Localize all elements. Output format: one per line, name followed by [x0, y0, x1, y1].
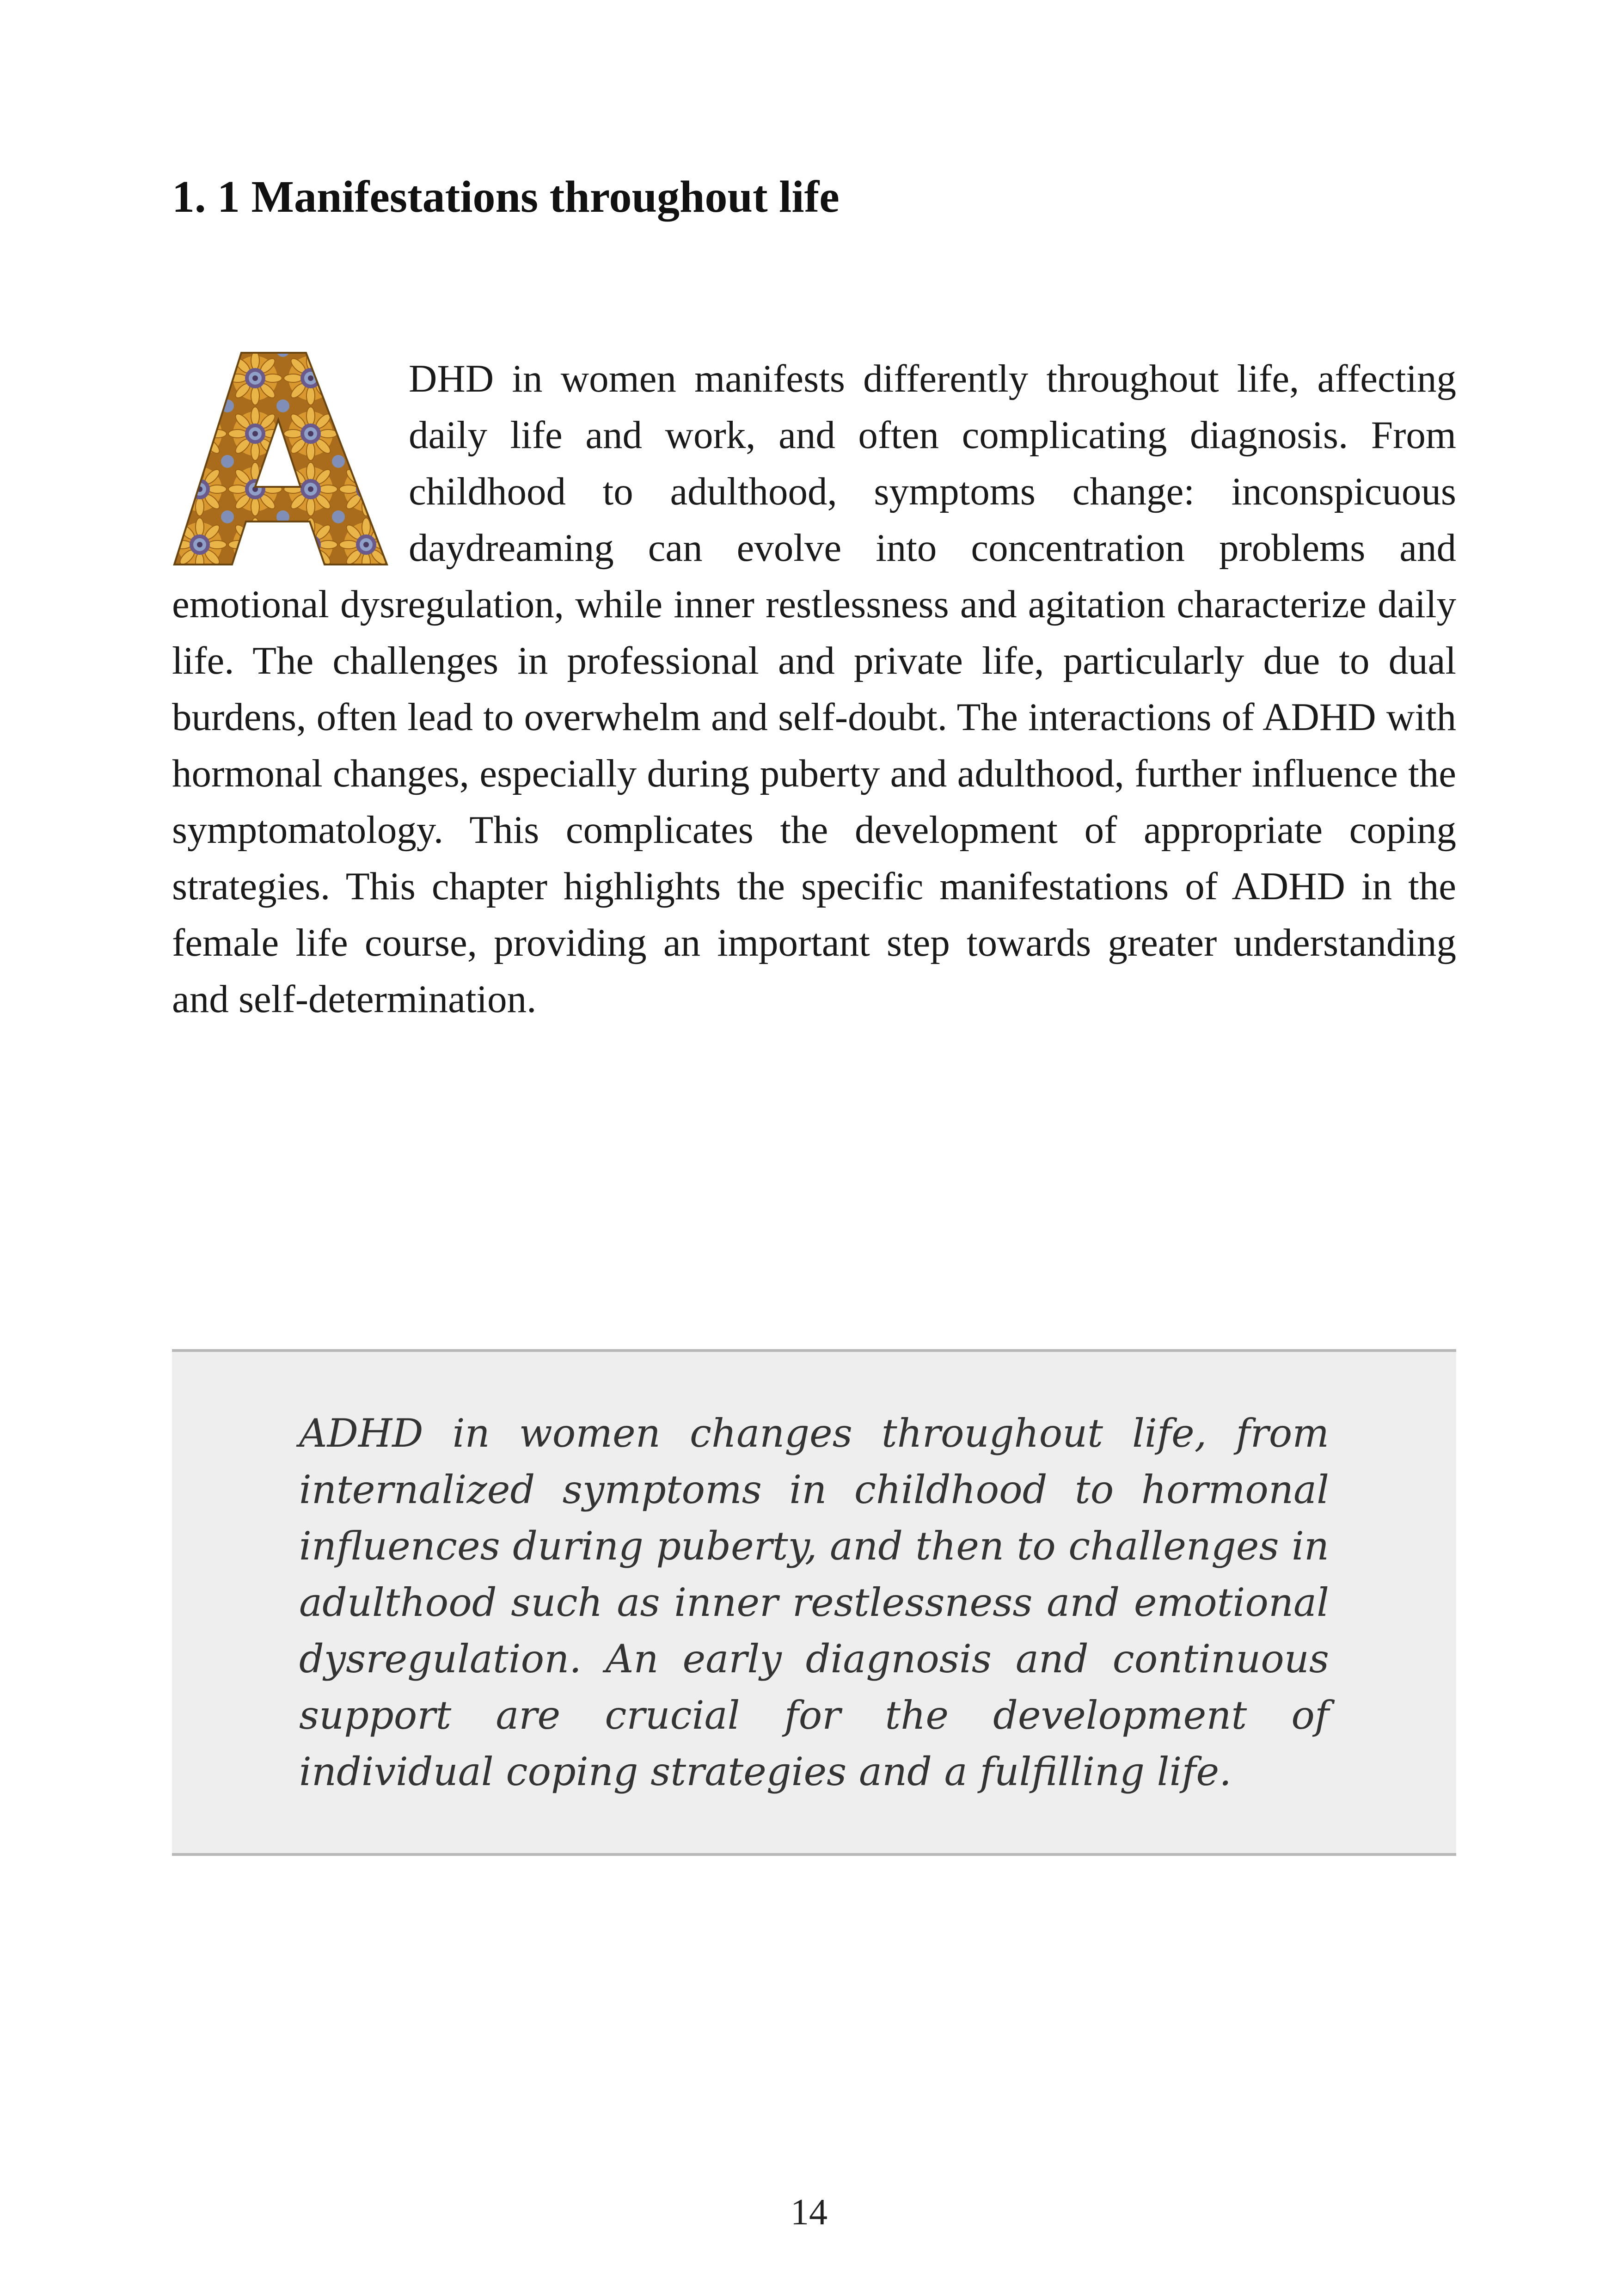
drop-cap-letter — [172, 350, 389, 567]
section-heading: 1. 1 Manifestations throughout life — [172, 172, 840, 222]
summary-box — [172, 1349, 1456, 1856]
page-number: 14 — [791, 2192, 827, 2233]
summary-text: ADHD in women changes throughout life, from internalized symptoms in childhood to hormonal influences during puberty, and then to challenges in adulthood such as inner restlessness and emotional dysregulation. An early diagnosis and continuous support are crucial for the development of individual coping strategies and a fulfilling life. — [299, 1411, 1329, 1794]
body-text: DHD in women manifests differently throughout life, affecting daily life and work, and often complicating diagnosis. From childhood to adulthood, symptoms change: inconspicuous daydreaming can evolve into concentration problems and emotional dysregulation, while inner restlessness and agitation characterize daily life. The challenges in professional and private life, particularly due to dual burdens, often lead to overwhelm and self-doubt. The interactions of ADHD with hormonal changes, especially during puberty and adulthood, further influence the symptomatology. This complicates the development of appropriate coping strategies. This chapter highlights the specific manifestations of ADHD in the female life course, providing an important step towards greater understanding and self-determination. — [172, 357, 1456, 1021]
body-paragraph — [172, 350, 1456, 1027]
ornamental-letter-a-icon — [172, 350, 389, 567]
